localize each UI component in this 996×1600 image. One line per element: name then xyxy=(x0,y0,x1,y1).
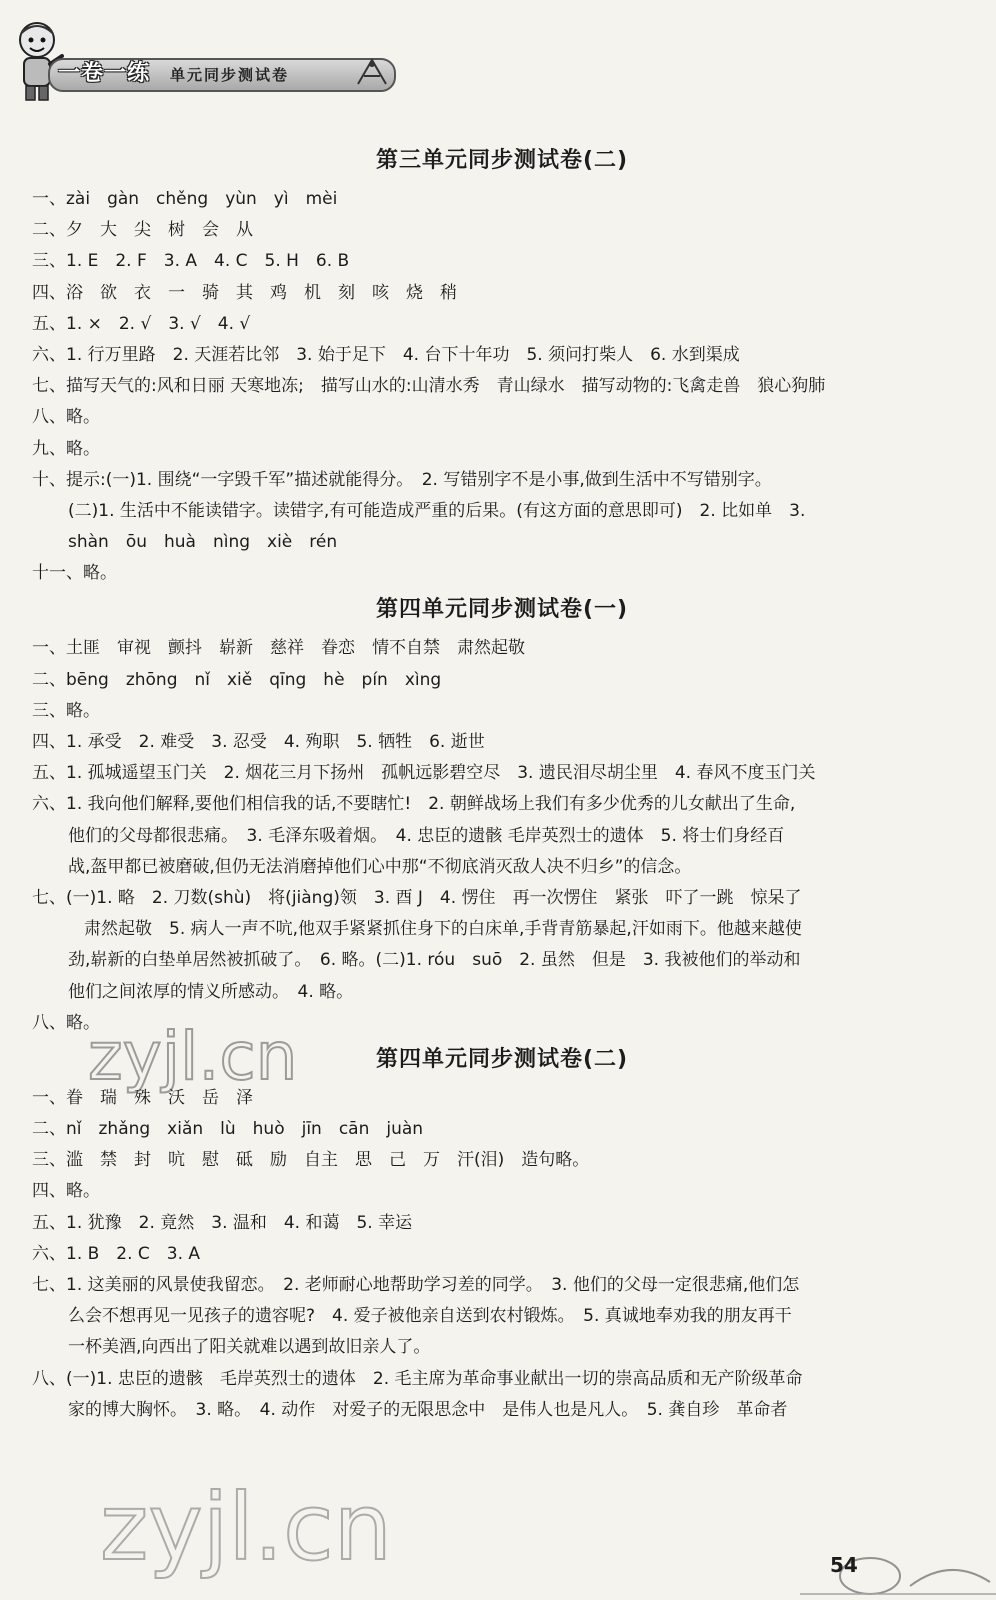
answer-line: 他们的父母都很悲痛。 3. 毛泽东吸着烟。 4. 忠臣的遗骸 毛岸英烈士的遗体 5. 将士们身经百 xyxy=(68,825,785,846)
answer-line: 六、1. 我向他们解释,要他们相信我的话,不要瞎忙! 2. 朝鲜战场上我们有多少优秀的儿女献出了生命, xyxy=(32,794,796,815)
answer-line: 二、夕 大 尖 树 会 从 xyxy=(32,220,253,241)
answer-line: 七、描写天气的:风和日丽 天寒地冻; 描写山水的:山清水秀 青山绿水 描写动物的:飞禽走兽 狼心狗肺 xyxy=(32,376,826,397)
answer-line: 劲,崭新的白垫单居然被抓破了。 6. 略。(二)1. róu suō 2. 虽然 但是 3. 我被他们的举动和 xyxy=(68,950,801,971)
section-title: 第三单元同步测试卷(二) xyxy=(375,148,629,173)
banner-subtitle: 单元同步测试卷 xyxy=(170,66,290,84)
answer-line: 家的博大胸怀。 3. 略。 4. 动作 对爱子的无限思念中 是伟人也是凡人。 5. 龚自珍 革命者 xyxy=(68,1399,788,1420)
banner-title: 一卷一练 xyxy=(58,61,151,86)
watermark: zyjl.cn xyxy=(88,1018,298,1095)
section-title: 第四单元同步测试卷(二) xyxy=(375,1046,629,1072)
answer-line: 他们之间浓厚的情义所感动。 4. 略。 xyxy=(68,981,354,1002)
answer-line: 八、(一)1. 忠臣的遗骸 毛岸英烈士的遗体 2. 毛主席为革命事业献出一切的崇高品质和无产阶级革命 xyxy=(32,1368,803,1389)
answer-line: 二、bēng zhōng nǐ xiě qīng hè pín xìng xyxy=(32,669,442,690)
answer-line: 一、眷 瑞 殊 沃 岳 泽 xyxy=(32,1087,253,1108)
answer-line: 一杯美酒,向西出了阳关就难以遇到故旧亲人了。 xyxy=(68,1337,431,1358)
answer-line: 五、1. 孤城遥望玉门关 2. 烟花三月下扬州 孤帆远影碧空尽 3. 遗民泪尽胡尘里 4. 春风不度玉门关 xyxy=(32,763,816,784)
answer-line: 十一、略。 xyxy=(32,563,117,584)
answer-line: 肃然起敬 5. 病人一声不吭,他双手紧紧抓住身下的白床单,手背青筋暴起,汗如雨下。他越来越使 xyxy=(84,919,802,940)
answer-line: 六、1. 行万里路 2. 天涯若比邻 3. 始于足下 4. 台下十年功 5. 须问打柴人 6. 水到渠成 xyxy=(32,344,740,365)
page-number: 54 xyxy=(830,1553,858,1577)
answer-content xyxy=(32,140,972,1426)
answer-line: shàn ōu huà nìng xiè rén xyxy=(68,532,338,553)
answer-line: 三、滥 禁 封 吭 慰 砥 励 自主 思 己 万 汗(泪) 造句略。 xyxy=(32,1150,590,1171)
answer-line: 六、1. B 2. C 3. A xyxy=(32,1243,201,1264)
answer-line: 四、浴 欲 衣 一 骑 其 鸡 机 刻 咳 烧 稍 xyxy=(32,282,457,303)
answer-line: 五、1. × 2. √ 3. √ 4. √ xyxy=(32,313,251,334)
answer-line: 五、1. 犹豫 2. 竟然 3. 温和 4. 和蔼 5. 幸运 xyxy=(32,1212,413,1233)
answer-line: 八、略。 xyxy=(32,1012,100,1033)
answer-line: 三、略。 xyxy=(32,700,100,721)
answer-line: 十、提示:(一)1. 围绕“一字毁千军”描述就能得分。 2. 写错别字不是小事,做到生活中不写错别字。 xyxy=(32,469,772,490)
answer-line: 九、略。 xyxy=(32,438,100,459)
answer-line: 四、1. 承受 2. 难受 3. 忍受 4. 殉职 5. 牺牲 6. 逝世 xyxy=(32,732,485,752)
answer-line: 战,盔甲都已被磨破,但仍无法消磨掉他们心中那“不彻底消灭敌人决不归乡”的信念。 xyxy=(68,856,692,877)
answer-line: 三、1. E 2. F 3. A 4. C 5. H 6. B xyxy=(32,251,350,272)
answer-line: 二、nǐ zhǎng xiǎn lù huò jīn cān juàn xyxy=(32,1119,424,1140)
answer-line: 一、zài gàn chěng yùn yì mèi xyxy=(32,189,338,209)
answer-line: (二)1. 生活中不能读错字。读错字,有可能造成严重的后果。(有这方面的意思即可) 2. 比如单 3. xyxy=(68,500,806,521)
answer-line: 八、略。 xyxy=(32,407,100,428)
page-header xyxy=(0,0,996,110)
answer-line: 一、土匪 审视 颤抖 崭新 慈祥 眷恋 情不自禁 肃然起敬 xyxy=(32,638,525,659)
section-title: 第四单元同步测试卷(一) xyxy=(375,597,629,623)
answer-line: 七、1. 这美丽的风景使我留恋。 2. 老师耐心地帮助学习差的同学。 3. 他们的父母一定很悲痛,他们怎 xyxy=(32,1275,800,1295)
sparkle-decoration-icon xyxy=(352,54,392,90)
answer-line: 四、略。 xyxy=(32,1181,100,1202)
answer-line: 么会不想再见一见孩子的遗容呢? 4. 爱子被他亲自送到农村锻炼。 5. 真诚地奉劝我的朋友再干 xyxy=(68,1306,792,1327)
answer-line: 七、(一)1. 略 2. 刀数(shù) 将(jiàng)领 3. 酉 J 4. 愣住 再一次愣住 紧张 吓了一跳 惊呆了 xyxy=(32,887,802,908)
watermark: zyjl.cn xyxy=(100,1474,392,1581)
